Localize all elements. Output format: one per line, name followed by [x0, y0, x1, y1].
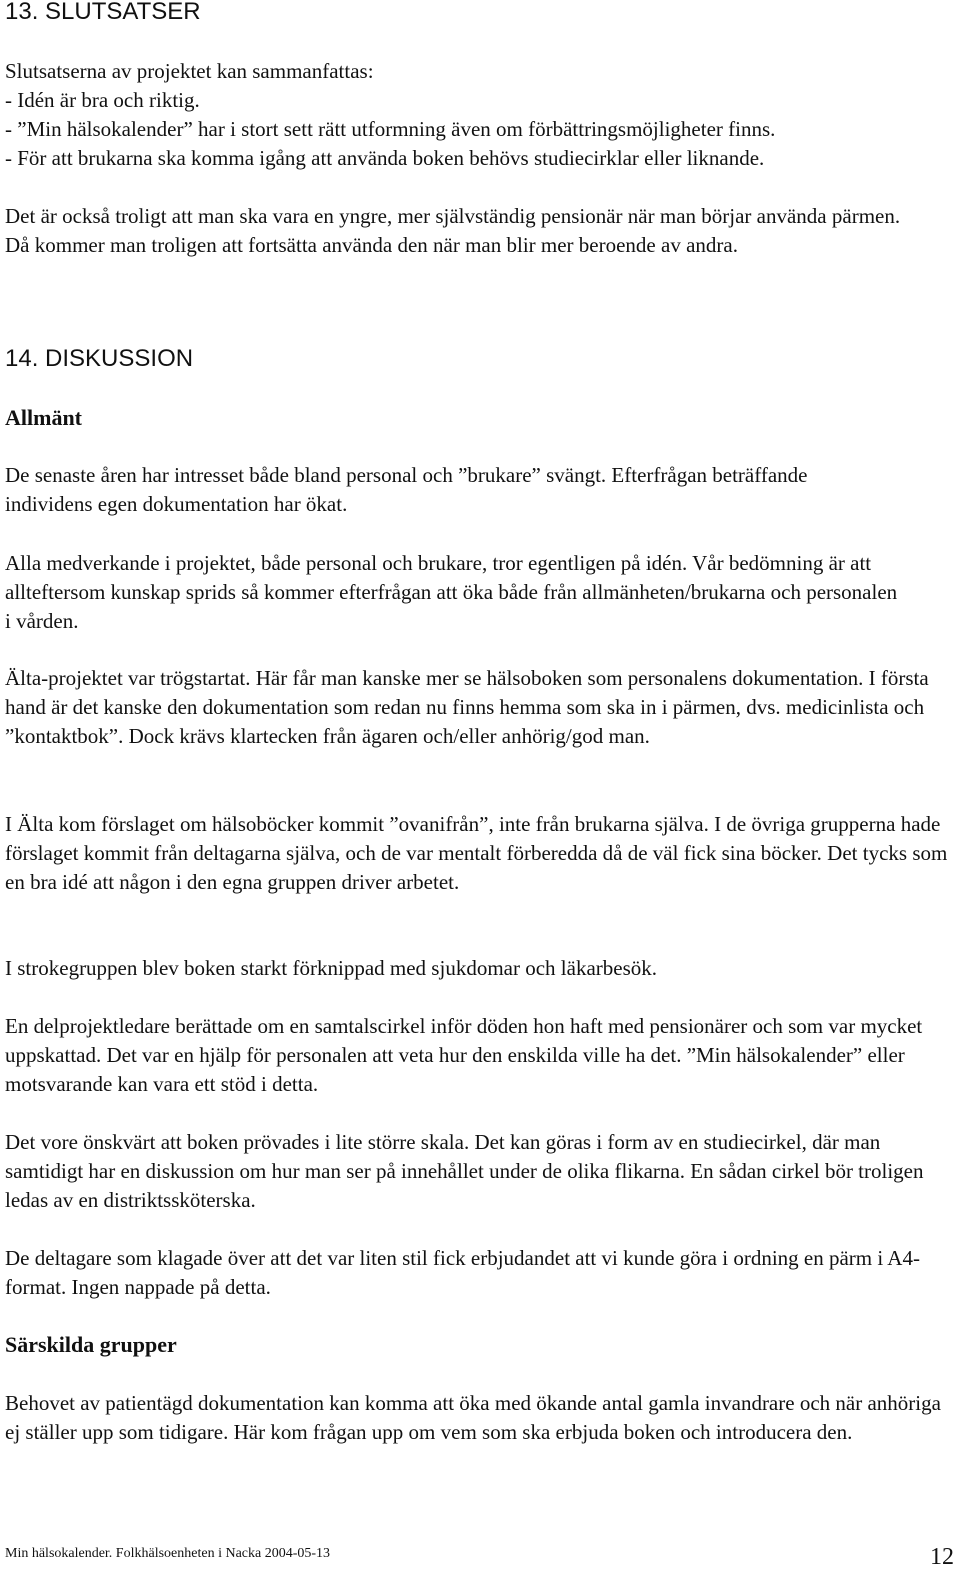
conclusion-item: - ”Min hälsokalender” har i stort sett rätt utformning även om förbättringsmöjligheter finns. [5, 117, 776, 141]
footer-source: Min hälsokalender. Folkhälsoenheten i Nacka 2004-05-13 [5, 1546, 331, 1561]
subheading-allmant: Allmänt [5, 405, 82, 430]
discussion-paragraph: Älta-projektet var trögstartat. Här får man kanske mer se hälsoboken som personalens dokumentation. I första hand är det kanske den dokumentation som redan nu finns hemma som ska in i pärmen, dvs. medicinlista och ”kontaktbok”. Dock krävs klartecken från ägaren och/eller anhörig/god man. [5, 666, 929, 748]
page-number: 12 [930, 1544, 954, 1570]
conclusion-item: - För att brukarna ska komma igång att använda boken behövs studiecirklar eller liknande. [5, 146, 765, 170]
discussion-paragraph: En delprojektledare berättade om en samtalscirkel inför döden hon haft med pensionärer och som var mycket uppskattad. Det var en hjälp för personalen att veta hur den enskilda ville ha det. ”Min hälsokalender” eller motsvarande kan vara ett stöd i detta. [5, 1014, 923, 1096]
discussion-paragraph: De senaste åren har intresset både bland personal och ”brukare” svängt. Efterfrågan beträffande individens egen dokumentation har ökat. [5, 463, 808, 516]
discussion-paragraph: Det vore önskvärt att boken prövades i lite större skala. Det kan göras i form av en studiecirkel, där man samtidigt har en diskussion om hur man ser på innehållet under de olika flikarna. En sådan cirkel bör troligen ledas av en distriktssköterska. [5, 1130, 924, 1212]
section-heading-diskussion: 14. DISKUSSION [5, 345, 194, 372]
conclusions-intro: Slutsatserna av projektet kan sammanfattas: [5, 59, 374, 83]
discussion-paragraph: I strokegruppen blev boken starkt förknippad med sjukdomar och läkarbesök. [5, 956, 657, 980]
discussion-paragraph: De deltagare som klagade över att det var liten stil fick erbjudandet att vi kunde göra i ordning en pärm i A4-format. Ingen nappade på detta. [5, 1246, 920, 1299]
conclusion-item: - Idén är bra och riktig. [5, 88, 200, 112]
subheading-sarskilda-grupper: Särskilda grupper [5, 1332, 177, 1357]
discussion-paragraph: I Älta kom förslaget om hälsoböcker kommit ”ovanifrån”, inte från brukarna själva. I de övriga grupperna hade förslaget kommit från deltagarna själva, och de var mentalt förberedda då de väl fick sina böcker. Det tycks som en bra idé att någon i den egna gruppen driver arbetet. [5, 812, 948, 894]
special-groups-paragraph: Behovet av patientägd dokumentation kan komma att öka med ökande antal gamla invandrare och när anhöriga ej ställer upp som tidigare. Här kom frågan upp om vem som ska erbjuda boken och introducera den. [5, 1391, 941, 1444]
section-heading-slutsatser: 13. SLUTSATSER [5, 0, 201, 25]
conclusions-paragraph: Det är också troligt att man ska vara en yngre, mer självständig pensionär när man börjar använda pärmen. Då kommer man troligen att fortsätta använda den när man blir mer beroende av andra. [5, 204, 901, 257]
discussion-paragraph: Alla medverkande i projektet, både personal och brukare, tror egentligen på idén. Vår bedömning är att allteftersom kunskap sprids så kommer efterfrågan att öka både från allmänheten/brukarna och personalen i vården. [5, 551, 898, 633]
